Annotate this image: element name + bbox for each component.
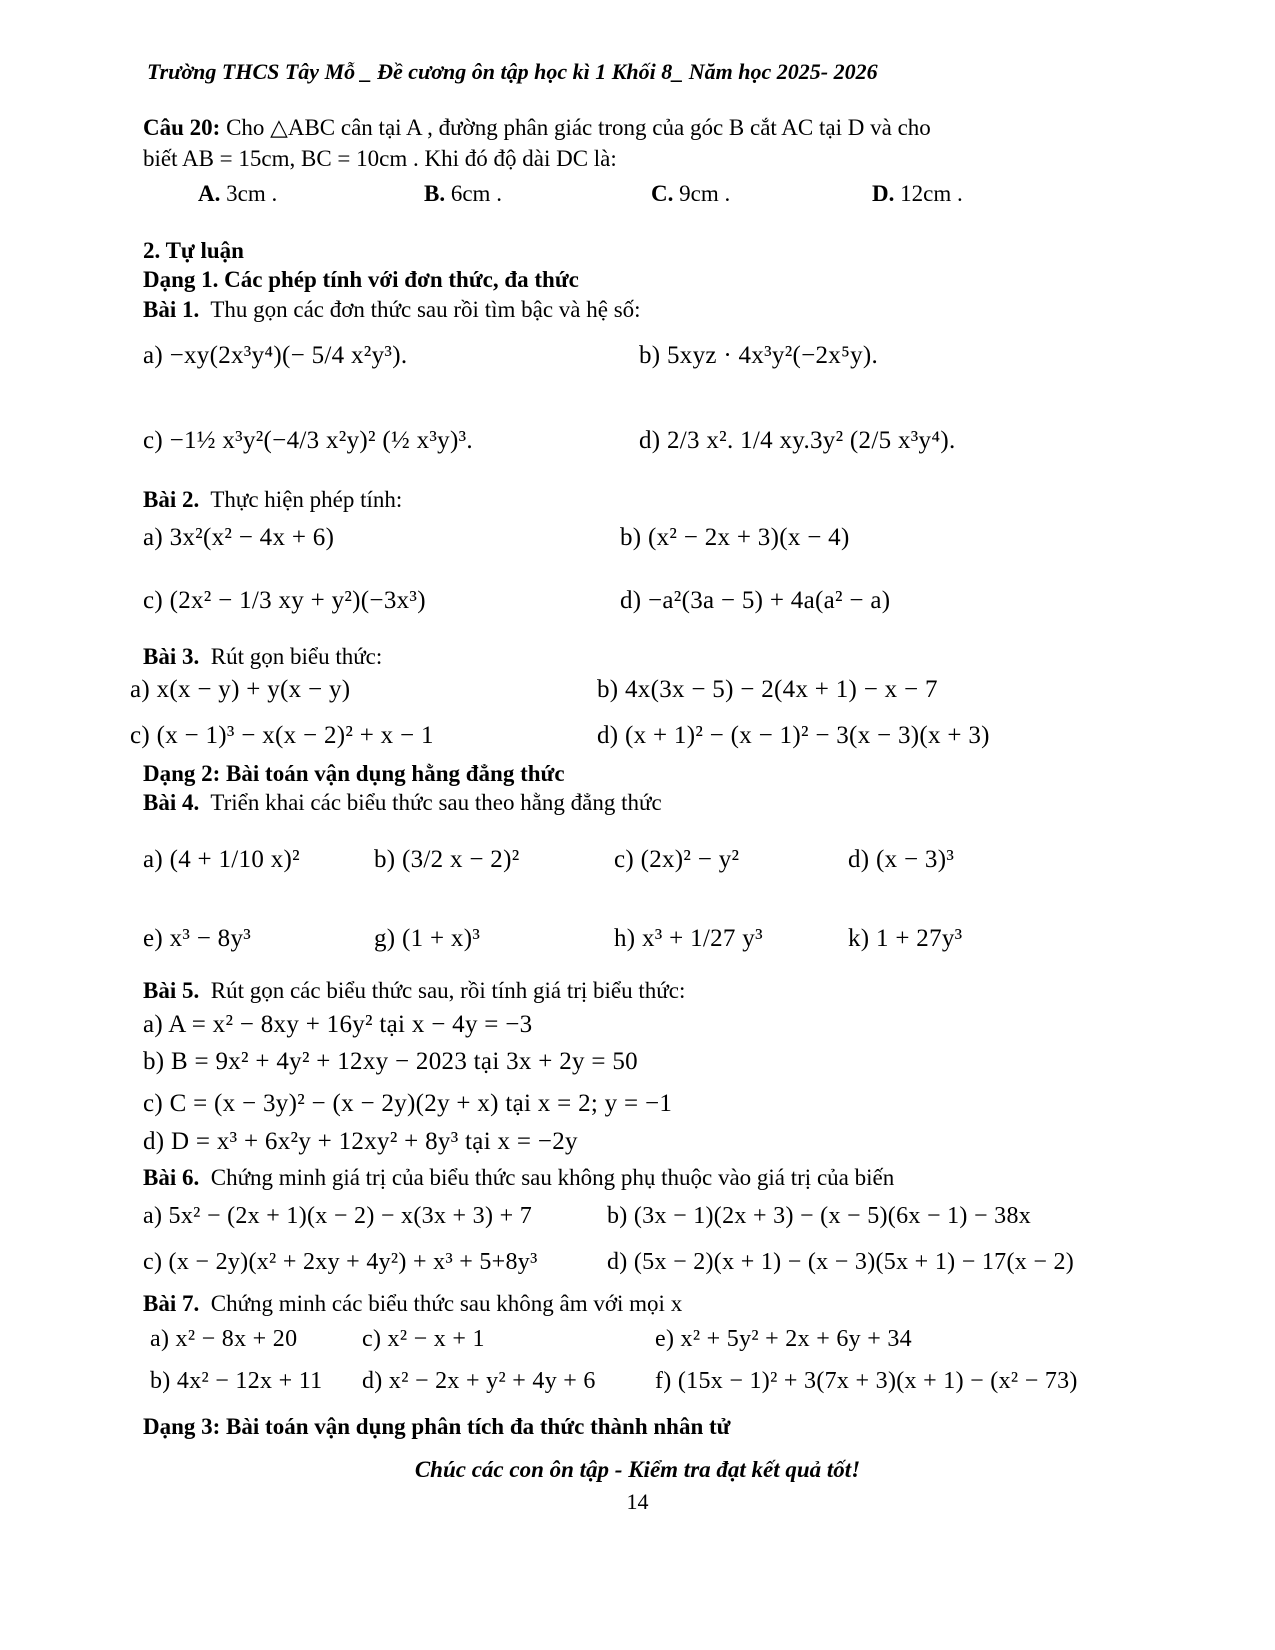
- option-c: [651, 180, 730, 208]
- question-20-label: Câu 20:: [143, 115, 221, 140]
- bai-2-label: Bài 2.: [143, 487, 200, 512]
- bai-5-text: Rút gọn các biểu thức sau, rồi tính giá trị biểu thức:: [210, 978, 686, 1003]
- option-b: [424, 180, 502, 208]
- bai-4-label: Bài 4.: [143, 790, 200, 815]
- dang-2-title: Dạng 2: Bài toán vận dụng hằng đẳng thức: [143, 761, 565, 786]
- bai-6-heading: [143, 1164, 894, 1192]
- bai-4-b: b) (3/2 x − 2)²: [374, 846, 520, 873]
- bai-1-c: c) −1½ x³y²(−4/3 x²y)² (½ x³y)³.: [143, 427, 473, 454]
- page-number: 14: [626, 1489, 649, 1514]
- bai-6-d: d) (5x − 2)(x + 1) − (x − 3)(5x + 1) − 17(x − 2): [607, 1249, 1075, 1275]
- bai-4-a: a) (4 + 1/10 x)²: [143, 846, 300, 873]
- bai-4-e: e) x³ − 8y³: [143, 925, 252, 952]
- bai-4-g: g) (1 + x)³: [374, 925, 481, 952]
- question-20-text1: Cho △ABC cân tại A , đường phân giác trong của góc B cắt AC tại D và cho: [226, 115, 931, 140]
- option-d-value: 12cm .: [900, 181, 963, 206]
- question-20-line1: [143, 114, 931, 142]
- dang-3-title: Dạng 3: Bài toán vận dụng phân tích đa thức thành nhân tử: [143, 1414, 731, 1439]
- bai-7-text: Chứng minh các biểu thức sau không âm với mọi x: [210, 1291, 683, 1316]
- bai-6-c: c) (x − 2y)(x² + 2xy + 4y²) + x³ + 5+8y³: [143, 1249, 538, 1275]
- bai-7-d: d) x² − 2x + y² + 4y + 6: [362, 1368, 596, 1394]
- bai-7-b: b) 4x² − 12x + 11: [150, 1368, 323, 1394]
- bai-1-heading: [143, 296, 641, 324]
- section-title: 2. Tự luận: [143, 238, 244, 263]
- bai-3-heading: [143, 643, 382, 671]
- bai-1-label: Bài 1.: [143, 297, 200, 322]
- bai-7-f: f) (15x − 1)² + 3(7x + 3)(x + 1) − (x² − 73): [655, 1368, 1078, 1394]
- bai-4-k: k) 1 + 27y³: [848, 925, 963, 952]
- bai-4-h: h) x³ + 1/27 y³: [614, 925, 763, 952]
- bai-3-a: a) x(x − y) + y(x − y): [130, 676, 351, 703]
- dang-1-title: Dạng 1. Các phép tính với đơn thức, đa thức: [143, 267, 579, 292]
- option-a-label: A.: [198, 181, 221, 206]
- bai-5-b: b) B = 9x² + 4y² + 12xy − 2023 tại 3x + 2y = 50: [143, 1048, 638, 1075]
- bai-1-d: d) 2/3 x². 1/4 xy.3y² (2/5 x³y⁴).: [639, 427, 956, 454]
- bai-5-c: c) C = (x − 3y)² − (x − 2y)(2y + x) tại x = 2; y = −1: [143, 1090, 673, 1117]
- bai-6-b: b) (3x − 1)(2x + 3) − (x − 5)(6x − 1) − 38x: [607, 1203, 1032, 1229]
- bai-2-a: a) 3x²(x² − 4x + 6): [143, 524, 335, 551]
- bai-5-label: Bài 5.: [143, 978, 200, 1003]
- option-c-value: 9cm .: [679, 181, 731, 206]
- bai-5-heading: [143, 977, 685, 1005]
- bai-7-heading: [143, 1290, 682, 1318]
- bai-3-b: b) 4x(3x − 5) − 2(4x + 1) − x − 7: [597, 676, 938, 703]
- option-b-label: B.: [424, 181, 446, 206]
- option-b-value: 6cm .: [450, 181, 502, 206]
- bai-2-d: d) −a²(3a − 5) + 4a(a² − a): [620, 587, 891, 614]
- bai-4-c: c) (2x)² − y²: [614, 846, 740, 873]
- bai-5-a: a) A = x² − 8xy + 16y² tại x − 4y = −3: [143, 1011, 533, 1038]
- bai-3-c: c) (x − 1)³ − x(x − 2)² + x − 1: [130, 722, 434, 749]
- page-header: Trường THCS Tây Mỗ _ Đề cương ôn tập học kì 1 Khối 8_ Năm học 2025- 2026: [147, 59, 878, 84]
- option-d: [872, 180, 963, 208]
- bai-4-text: Triển khai các biểu thức sau theo hằng đẳng thức: [210, 790, 662, 815]
- bai-6-text: Chứng minh giá trị của biểu thức sau không phụ thuộc vào giá trị của biến: [210, 1165, 895, 1190]
- bai-4-heading: [143, 789, 662, 817]
- bai-2-text: Thực hiện phép tính:: [210, 487, 403, 512]
- question-20-text2: biết AB = 15cm, BC = 10cm . Khi đó độ dài DC là:: [143, 146, 617, 171]
- bai-7-label: Bài 7.: [143, 1291, 200, 1316]
- bai-4-d: d) (x − 3)³: [848, 846, 955, 873]
- bai-2-heading: [143, 486, 402, 514]
- footer-message: Chúc các con ôn tập - Kiểm tra đạt kết quả tốt!: [414, 1457, 861, 1482]
- bai-1-a: a) −xy(2x³y⁴)(− 5/4 x²y³).: [143, 342, 408, 369]
- bai-6-a: a) 5x² − (2x + 1)(x − 2) − x(3x + 3) + 7: [143, 1203, 533, 1229]
- option-a-value: 3cm .: [226, 181, 278, 206]
- option-d-label: D.: [872, 181, 895, 206]
- bai-7-e: e) x² + 5y² + 2x + 6y + 34: [655, 1326, 912, 1352]
- option-a: [198, 180, 277, 208]
- bai-2-b: b) (x² − 2x + 3)(x − 4): [620, 524, 850, 551]
- bai-6-label: Bài 6.: [143, 1165, 200, 1190]
- bai-7-c: c) x² − x + 1: [362, 1326, 485, 1352]
- bai-3-label: Bài 3.: [143, 644, 200, 669]
- bai-7-a: a) x² − 8x + 20: [150, 1326, 298, 1352]
- bai-1-text: Thu gọn các đơn thức sau rồi tìm bậc và hệ số:: [210, 297, 641, 322]
- bai-3-text: Rút gọn biểu thức:: [210, 644, 383, 669]
- bai-3-d: d) (x + 1)² − (x − 1)² − 3(x − 3)(x + 3): [597, 722, 990, 749]
- option-c-label: C.: [651, 181, 674, 206]
- bai-1-b: b) 5xyz · 4x³y²(−2x⁵y).: [639, 342, 879, 369]
- bai-2-c: c) (2x² − 1/3 xy + y²)(−3x³): [143, 587, 426, 614]
- bai-5-d: d) D = x³ + 6x²y + 12xy² + 8y³ tại x = −2y: [143, 1128, 578, 1155]
